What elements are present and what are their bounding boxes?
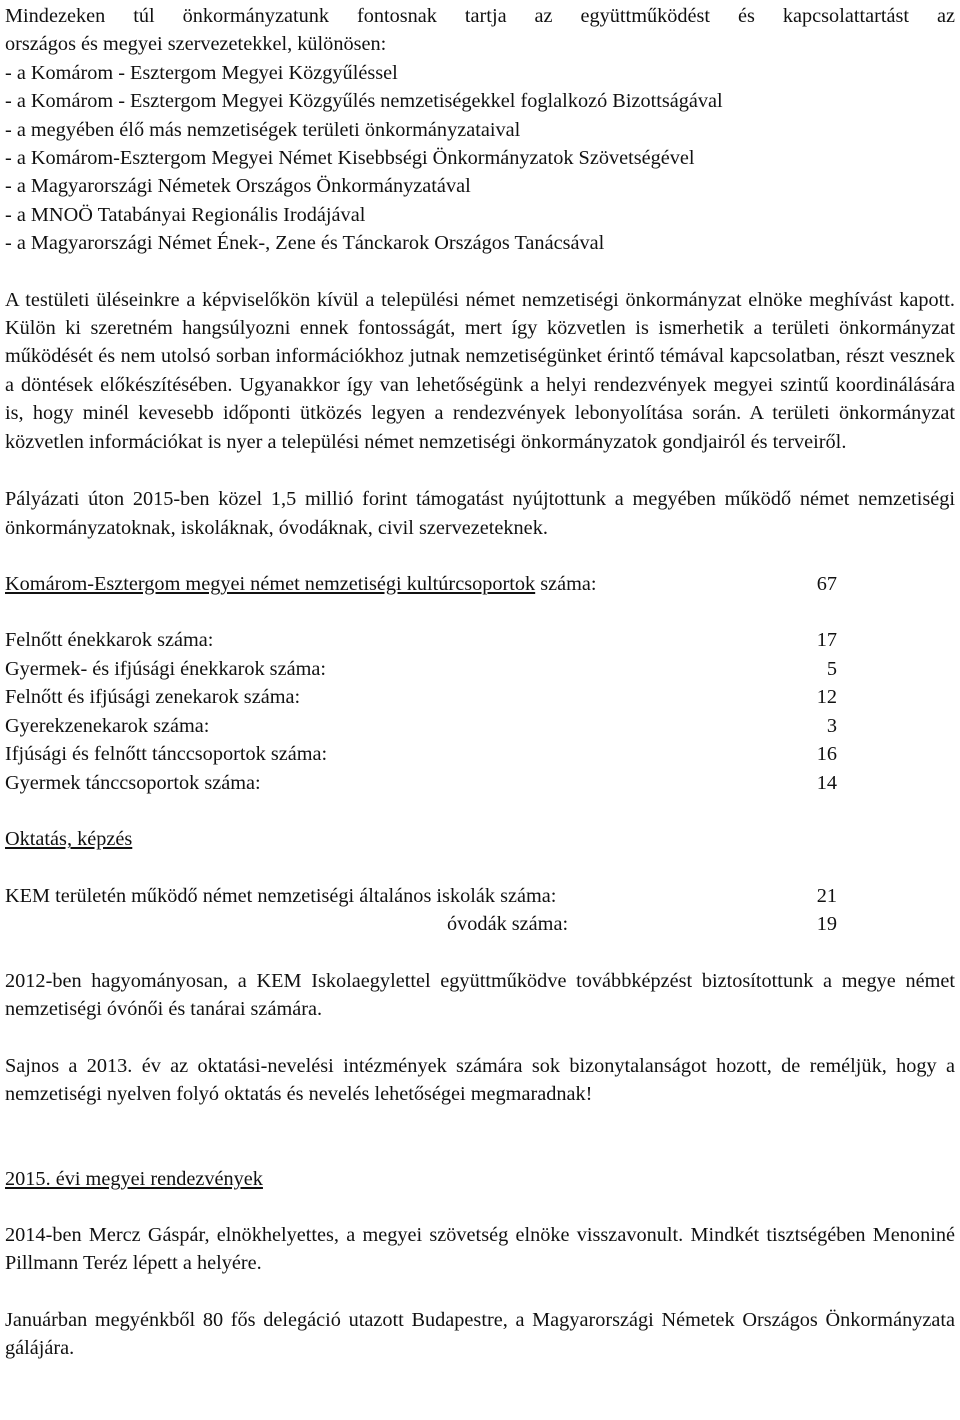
intro-line: - a Komárom - Esztergom Megyei Közgyűlés nemzetiségekkel foglalkozó Bizottságával xyxy=(5,90,723,113)
intro-line: - a megyében élő más nemzetiségek területi önkormányzataival xyxy=(5,118,521,141)
gala-paragraph: Januárban megyénkből 80 fős delegáció utazott Budapestre, a Magyarországi Németek Országos Önkormányzata gálájára. xyxy=(5,1308,955,1360)
culture-group-value: 16 xyxy=(816,743,837,766)
culture-group-label: Gyermek tánccsoportok száma: xyxy=(5,771,261,794)
events-heading: 2015. évi megyei rendezvények xyxy=(5,1167,263,1190)
schools-value: 21 xyxy=(816,884,837,907)
culture-group-row xyxy=(5,626,955,655)
culture-groups-heading-suffix: száma: xyxy=(535,572,597,595)
intro-line: - a Komárom - Esztergom Megyei Közgyűléssel xyxy=(5,61,398,84)
events-heading-row xyxy=(5,1165,955,1194)
grants-paragraph: Pályázati úton 2015-ben közel 1,5 millió forint támogatást nyújtottunk a megyében működő német nemzetiségi önkormányzatoknak, iskoláknak, óvodáknak, civil szervezeteknek. xyxy=(5,488,955,539)
culture-group-label: Gyermek- és ifjúsági énekkarok száma: xyxy=(5,657,326,680)
culture-group-value: 14 xyxy=(816,771,837,794)
intro-line: - a Komárom-Esztergom Megyei Német Kisebbségi Önkormányzatok Szövetségével xyxy=(5,147,695,170)
culture-group-row xyxy=(5,655,955,684)
culture-groups-total-row xyxy=(5,570,955,599)
culture-groups-total: 67 xyxy=(816,572,837,595)
president-paragraph: 2014-ben Mercz Gáspár, elnökhelyettes, a megyei szövetség elnöke visszavonult. Mindkét tisztségében Menoniné Pillmann Teréz lépett a helyére. xyxy=(5,1224,955,1275)
culture-groups-heading: Komárom-Esztergom megyei német nemzetiségi kultúrcsoportok xyxy=(5,572,536,595)
culture-group-label: Ifjúsági és felnőtt tánccsoportok száma: xyxy=(5,743,328,766)
culture-group-value: 3 xyxy=(826,714,837,737)
culture-group-value: 17 xyxy=(816,629,837,652)
culture-group-value: 5 xyxy=(826,657,837,680)
education-heading: Oktatás, képzés xyxy=(5,828,133,851)
intro-list xyxy=(5,2,955,258)
education-heading-row xyxy=(5,825,955,854)
culture-group-label: Felnőtt énekkarok száma: xyxy=(5,629,214,652)
intro-line: Mindezeken túl önkormányzatunk fontosnak tartja az együttműködést és kapcsolattartást az xyxy=(5,5,955,27)
intro-line: - a Magyarországi Német Ének-, Zene és Tánckarok Országos Tanácsával xyxy=(5,232,605,255)
culture-group-label: Felnőtt és ifjúsági zenekarok száma: xyxy=(5,686,301,709)
culture-group-value: 12 xyxy=(816,686,837,709)
culture-group-label: Gyerekzenekarok száma: xyxy=(5,714,210,737)
meetings-paragraph: A testületi üléseinkre a képviselőkön kívül a települési német nemzetiségi önkormányzat elnöke meghívást kapott. Külön ki szeretném hangsúlyozni ennek fontosságát, mert így közvetlen is ismerhetik a területi önkormányzat működését és nem utolsó sorban információkhoz jutnak nemzetiségünket érintő témával kapcsolatban, részt vesznek a döntések előkészítésében. Ugyanakkor így van lehetőségünk a helyi rendezvények megyei szintű koordinálására is, hogy minél kevesebb időponti ütközés legyen a rendezvények lebonyolítása során. A területi önkormányzat közvetlen információkat is nyer a települési német nemzetiségi önkormányzatok gondjairól és terveiről. xyxy=(5,288,955,453)
culture-group-row xyxy=(5,683,955,712)
intro-line: - a MNOÖ Tatabányai Regionális Irodájával xyxy=(5,203,366,226)
training-paragraph: 2012-ben hagyományosan, a KEM Iskolaegylettel együttműködve továbbképzést biztosítottunk a megye német nemzetiségi óvónői és tanárai számára. xyxy=(5,969,955,1021)
schools-label: KEM területén működő német nemzetiségi általános iskolák száma: xyxy=(5,884,557,907)
kindergartens-label: óvodák száma: xyxy=(447,913,569,936)
culture-groups-list xyxy=(5,626,955,797)
schools-row xyxy=(5,882,955,911)
culture-group-row xyxy=(5,769,955,798)
kindergartens-value: 19 xyxy=(816,913,837,936)
intro-line: - a Magyarországi Németek Országos Önkormányzatával xyxy=(5,175,471,198)
culture-group-row xyxy=(5,740,955,769)
culture-group-row xyxy=(5,712,955,741)
intro-line: országos és megyei szervezetekkel, különösen: xyxy=(5,33,387,56)
kindergartens-row xyxy=(5,910,955,939)
year-2013-paragraph: Sajnos a 2013. év az oktatási-nevelési intézmények számára sok bizonytalanságot hozott, de reméljük, hogy a nemzetiségi nyelven folyó oktatás és nevelés lehetőségei megmaradnak! xyxy=(5,1054,955,1106)
